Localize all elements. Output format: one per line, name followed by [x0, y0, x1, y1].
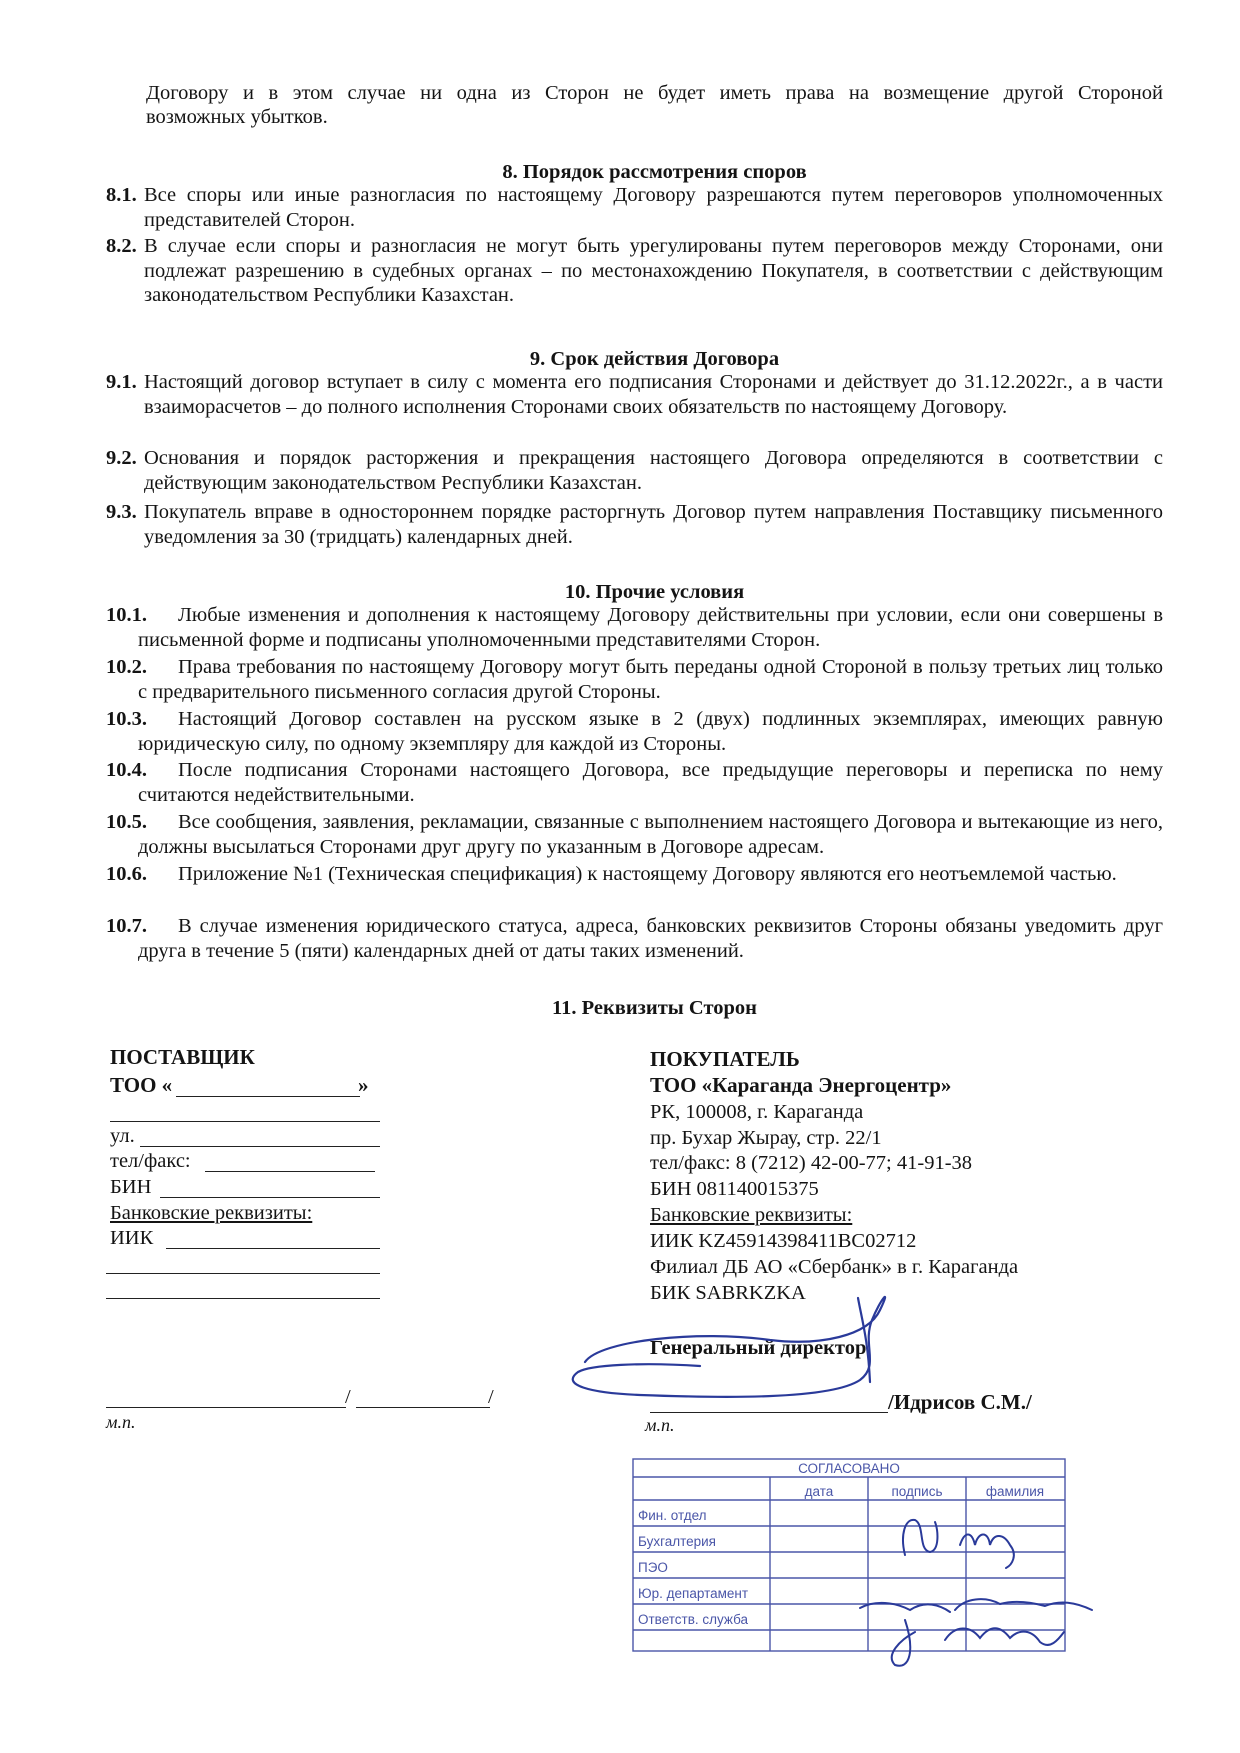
section-8-title: 8. Порядок рассмотрения споров — [502, 161, 807, 183]
supplier-name-slash: / — [488, 1386, 494, 1408]
clause-number: 10.4. — [106, 759, 147, 781]
clause-text-inner: После подписания Сторонами настоящего Договора, все предыдущие переговоры и переписка по нему считаются недействительными. — [138, 759, 1163, 806]
clause-number: 9.1. — [106, 371, 137, 393]
stamp-col-date: дата — [804, 1484, 834, 1499]
supplier-street-label: ул. — [110, 1125, 135, 1147]
supplier-org-suffix: » — [358, 1073, 369, 1097]
stamp-col-signature: подпись — [891, 1484, 943, 1499]
clause-text: Все споры или иные разногласия по настоящему Договору разрешаются путем переговоров уполномоченных представителей Сторон. — [144, 184, 1163, 231]
clause-text-inner: Приложение №1 (Техническая спецификация) к настоящему Договору являются его неотъемлемой частью. — [178, 863, 1117, 885]
stamp-row-label: Бухгалтерия — [638, 1534, 716, 1549]
supplier-org-prefix: ТОО « — [110, 1073, 173, 1097]
clause-text: Покупатель вправе в одностороннем порядке расторгнуть Договор путем направления Поставщику письменного уведомления за 30 (тридцать) календарных дней. — [144, 501, 1163, 548]
buyer-phone: тел/факс: 8 (7212) 42-00-77; 41-91-38 — [650, 1152, 973, 1174]
stamp-row-label: Ответств. служба — [638, 1612, 749, 1627]
supplier-seal-place: м.п. — [106, 1412, 136, 1432]
buyer-org: ТОО «Караганда Энергоцентр» — [650, 1073, 952, 1097]
stamp-col-surname: фамилия — [985, 1484, 1045, 1499]
clause-number: 10.1. — [106, 604, 147, 626]
clause-number: 10.5. — [106, 811, 147, 833]
buyer-seal-place: м.п. — [645, 1415, 675, 1435]
stamp-row-label: ПЭО — [638, 1560, 668, 1575]
clause-text: В случае если споры и разногласия не могут быть урегулированы путем переговоров между Сторонами, они подлежат разрешению в судебных органах – по местонахождению Покупателя, в соответствии с действующим законодательством Республики Казахстан. — [144, 235, 1163, 306]
stamp-row-label: Фин. отдел — [638, 1508, 707, 1523]
clause-text: Настоящий договор вступает в силу с момента его подписания Сторонами и действует до 31.12.2022г., а в части взаиморасчетов – до полного исполнения Сторонами своих обязательств по настоящему Договору. — [144, 371, 1163, 418]
intro-line-1: Договору и в этом случае ни одна из Сторон не будет иметь права на возмещение другой Стороной — [146, 82, 1163, 104]
clause-number: 10.6. — [106, 863, 147, 885]
clause-text-inner: Все сообщения, заявления, рекламации, связанные с выполнением настоящего Договора и вытекающие из него, должны высылаться Сторонами друг другу по указанным в Договоре адресам. — [138, 811, 1163, 858]
intro-line-2: возможных убытков. — [146, 106, 328, 128]
clause-number: 10.2. — [106, 656, 147, 678]
supplier-phone-label: тел/факс: — [110, 1150, 191, 1172]
buyer-bik: БИК SABRKZKA — [650, 1282, 806, 1304]
supplier-bank-label: Банковские реквизиты: — [110, 1202, 313, 1224]
stamp-title: СОГЛАСОВАНО — [798, 1461, 900, 1476]
supplier-bin-label: БИН — [110, 1176, 152, 1198]
supplier-heading: ПОСТАВЩИК — [110, 1045, 255, 1069]
clause-text: Основания и порядок расторжения и прекращения настоящего Договора определяются в соответствии с действующим законодательством Республики Казахстан. — [144, 447, 1163, 494]
clause-number: 10.7. — [106, 915, 147, 937]
clause-number: 9.2. — [106, 447, 137, 469]
buyer-street: пр. Бухар Жырау, стр. 22/1 — [650, 1127, 882, 1149]
stamp-signatures — [860, 1520, 1092, 1666]
buyer-bank-label: Банковские реквизиты: — [650, 1204, 853, 1226]
clause-number: 10.3. — [106, 708, 147, 730]
buyer-signer: /Идрисов С.М./ — [888, 1390, 1032, 1414]
buyer-bin: БИН 081140015375 — [650, 1178, 819, 1200]
section-9-title: 9. Срок действия Договора — [529, 348, 780, 370]
clause-text-inner: В случае изменения юридического статуса, адреса, банковских реквизитов Стороны обязаны уведомить друг друга в течение 5 (пяти) календарных дней от даты таких изменений. — [138, 915, 1163, 962]
supplier-iik-label: ИИК — [110, 1227, 154, 1249]
clause-number: 8.1. — [106, 184, 137, 206]
section-10-title: 10. Прочие условия — [564, 581, 745, 603]
stamp-row-label: Юр. департамент — [638, 1586, 749, 1601]
supplier-sign-slash: / — [345, 1386, 351, 1408]
clause-text-inner: Права требования по настоящему Договору могут быть переданы одной Стороной в пользу третьих лиц только с предварительного письменного согласия другой Стороны. — [138, 656, 1163, 703]
buyer-position: Генеральный директор — [650, 1337, 867, 1359]
buyer-heading: ПОКУПАТЕЛЬ — [650, 1047, 800, 1071]
clause-number: 8.2. — [106, 235, 137, 257]
buyer-branch: Филиал ДБ АО «Сбербанк» в г. Караганда — [650, 1256, 1019, 1278]
section-11-title: 11. Реквизиты Сторон — [552, 997, 757, 1019]
director-signature — [573, 1297, 885, 1397]
stamp-labels — [638, 1461, 1044, 1627]
clause-text-inner: Любые изменения и дополнения к настоящему Договору действительны при условии, если они совершены в письменной форме и подписаны уполномоченными представителями Сторон. — [138, 604, 1163, 651]
buyer-city: РК, 100008, г. Караганда — [650, 1101, 864, 1123]
buyer-iik: ИИК KZ45914398411BC02712 — [650, 1230, 917, 1252]
clause-text-inner: Настоящий Договор составлен на русском языке в 2 (двух) подлинных экземплярах, имеющих равную юридическую силу, по одному экземпляру для каждой из Стороны. — [138, 708, 1163, 755]
clause-number: 9.3. — [106, 501, 137, 523]
